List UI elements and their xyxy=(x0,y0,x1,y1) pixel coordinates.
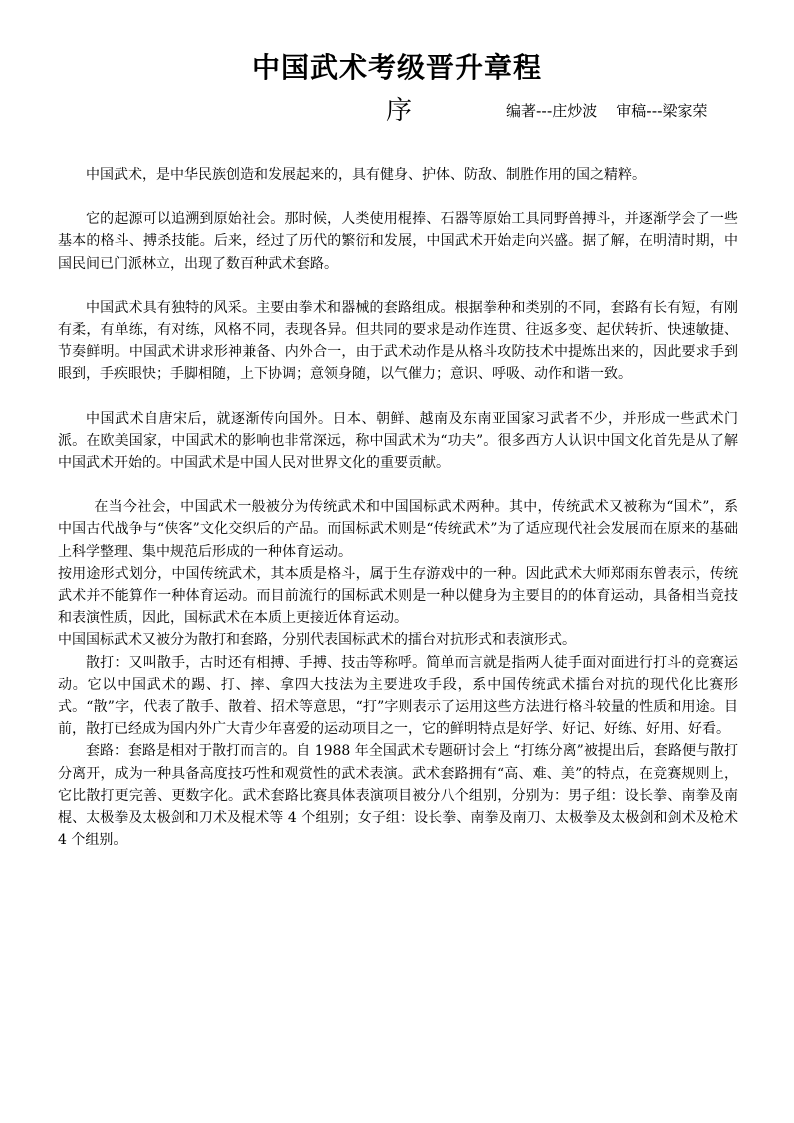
paragraph-spread: 中国武术自唐宋后，就逐渐传向国外。日本、朝鲜、越南及东南亚国家习武者不少，并形成一些武术门派。在欧美国家，中国武术的影响也非常深远，称中国武术为“功夫”。很多西方人认识中国文化首先是从了解中国武术开始的。中国武术是中国人民对世界文化的重要贡献。 xyxy=(58,410,738,472)
document-title: 中国武术考级晋升章程 xyxy=(251,51,542,84)
paragraph-taolu: 套路：套路是相对于散打而言的。自 1988 年全国武术专题研讨会上 “打练分离”被提出后，套路便与散打分离开，成为一种具备高度技巧性和观赏性的武术表演。武术套路拥有“高、难、美”的特点，在竞赛规则上，它比散打更完善、更数字化。武术套路比赛具体表演项目被分八个组别，分别为：男子组：设长拳、南拳及南棍、太极拳及太极剑和刀术及棍术等 4 个组别；女子组：设长拳、南拳及南刀、太极拳及太极剑和剑术及枪术 4 个组别。 xyxy=(58,743,738,849)
paragraph-characteristics: 中国武术具有独特的风采。主要由拳术和器械的套路组成。根据拳种和类别的不同，套路有长有短，有刚有柔，有单练，有对练，风格不同，表现各异。但共同的要求是动作连贯、往返多变、起伏转折、快速敏捷、节奏鲜明。中国武术讲求形神兼备、内外合一，由于武术动作是从格斗攻防技术中提炼出来的，因此要求手到眼到，手疾眼快；手脚相随，上下协调；意领身随，以气催力；意识、呼吸、动作和谐一致。 xyxy=(58,299,738,383)
paragraph-origin: 它的起源可以追溯到原始社会。那时候，人类使用棍捧、石器等原始工具同野兽搏斗，并逐渐学会了一些基本的格斗、搏杀技能。后来，经过了历代的繁衍和发展，中国武术开始走向兴盛。据了解，在明清时期，中国民间已门派林立，出现了数百种武术套路。 xyxy=(58,211,738,272)
author-credits: 编著---庄炒波 审稿---梁家荣 xyxy=(506,102,708,120)
document-body xyxy=(58,164,738,851)
paragraph-modern: 在当今社会，中国武术一般被分为传统武术和中国国标武术两种。其中，传统武术又被称为“国术”，系中国古代战争与“侠客”文化交织后的产品。而国标武术则是“传统武术”为了适应现代社会发展而在原来的基础上科学整理、集中规范后形成的一种体育运动。 xyxy=(58,499,738,560)
paragraph-sanda: 散打：又叫散手，古时还有相搏、手搏、技击等称呼。简单而言就是指两人徒手面对面进行打斗的竞赛运动。它以中国武术的踢、打、摔、拿四大技法为主要进攻手段，系中国传统武术擂台对抗的现代化比赛形式。“散”字，代表了散手、散着、招术等意思，“打”字则表示了运用这些方法进行格斗较量的性质和用途。目前，散打已经成为国内外广大青少年喜爱的运动项目之一，它的鲜明特点是好学、好记、好练、好用、好看。 xyxy=(58,654,738,738)
paragraph-classification: 按用途形式划分，中国传统武术，其本质是格斗，属于生存游戏中的一种。因此武术大师郑雨东曾表示，传统武术并不能算作一种体育运动。而目前流行的国标武术则是一种以健身为主要目的的体育运动，具备相当竞技和表演性质，因此，国标武术在本质上更接近体育运动。 xyxy=(58,565,738,627)
section-heading: 序 xyxy=(386,96,413,126)
paragraph-intro: 中国武术，是中华民族创造和发展起来的，具有健身、护体、防敌、制胜作用的国之精粹。 xyxy=(86,167,646,183)
paragraph-guobiao: 中国国标武术又被分为散打和套路，分别代表国标武术的擂台对抗形式和表演形式。 xyxy=(58,632,576,649)
